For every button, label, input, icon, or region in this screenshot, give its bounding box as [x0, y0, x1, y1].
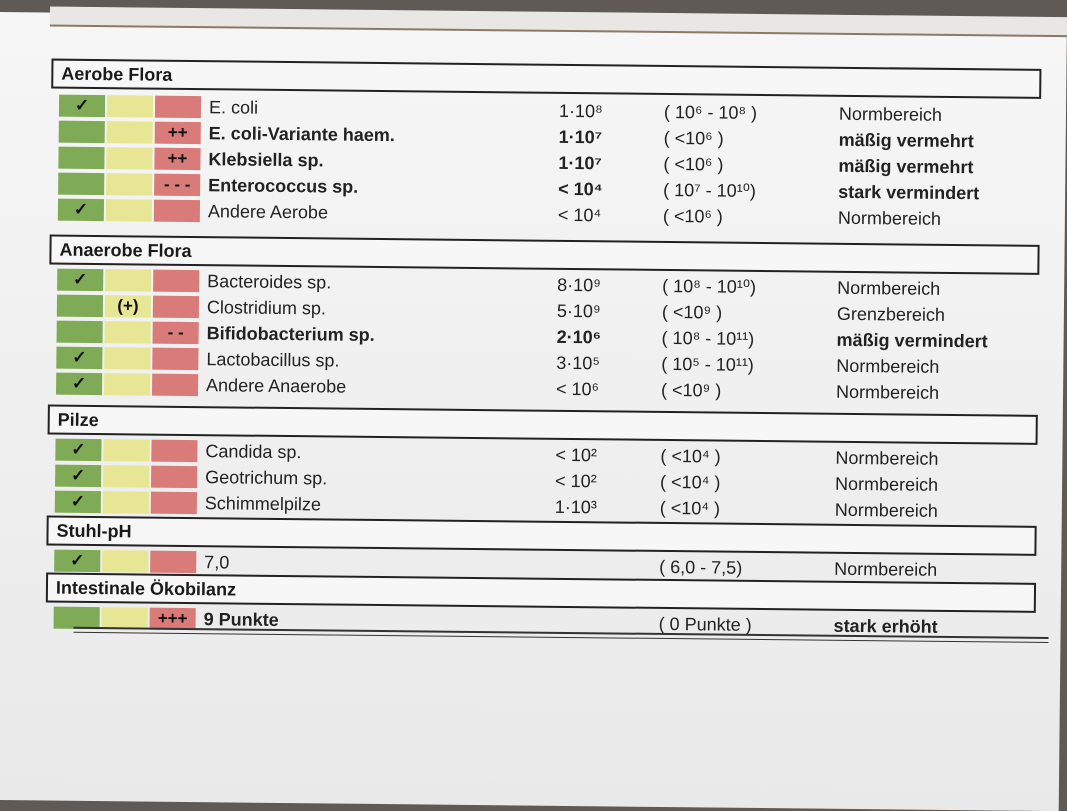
- assessment-status: Normbereich: [838, 205, 941, 232]
- red-zone-bar: [155, 96, 201, 118]
- rating-mark: - - -: [154, 172, 200, 198]
- organism-name: E. coli-Variante haem.: [209, 120, 395, 148]
- red-zone-bar: [151, 466, 197, 488]
- rating-mark: ++: [154, 146, 200, 172]
- section-pilze: Pilze: [48, 405, 1038, 445]
- assessment-status: mäßig vermindert: [836, 327, 987, 355]
- rating-mark: ✓: [59, 93, 105, 119]
- reference-range: ( <10⁴ ): [660, 443, 721, 470]
- assessment-status: Normbereich: [839, 101, 942, 128]
- organism-name: Bifidobacterium sp.: [207, 320, 375, 348]
- assessment-status: Normbereich: [836, 353, 939, 380]
- measured-value: 1·10³: [555, 494, 597, 520]
- yellow-zone-bar: [106, 173, 152, 195]
- assessment-status: Normbereich: [835, 445, 938, 472]
- measured-value: 8·10⁹: [557, 272, 601, 298]
- rating-mark: ✓: [55, 489, 101, 515]
- measured-value: < 10²: [555, 468, 597, 494]
- red-zone-bar: [152, 374, 198, 396]
- yellow-zone-bar: [106, 147, 152, 169]
- rating-mark: ✓: [57, 267, 103, 293]
- section-anaerobe-flora: Anaerobe Flora: [49, 235, 1039, 275]
- measured-value: < 10⁴: [558, 202, 602, 228]
- organism-name: Lactobacillus sp.: [206, 346, 339, 373]
- reference-range: ( 10⁸ - 10¹¹): [661, 325, 754, 352]
- reference-range: ( <10⁹ ): [661, 377, 722, 404]
- assessment-status: Normbereich: [835, 471, 938, 498]
- rating-mark: +++: [150, 606, 196, 632]
- reference-range: ( 10⁶ - 10⁸ ): [664, 99, 757, 126]
- green-zone-bar: [58, 173, 104, 195]
- reference-range: ( 10⁷ - 10¹⁰): [663, 177, 756, 204]
- red-zone-bar: [150, 551, 196, 573]
- measured-value: 5·10⁹: [557, 298, 601, 324]
- red-zone-bar: [152, 348, 198, 370]
- yellow-zone-bar: [107, 95, 153, 117]
- green-zone-bar: [54, 607, 100, 629]
- section-stuhl-ph: Stuhl-pH: [46, 516, 1036, 556]
- yellow-zone-bar: [102, 550, 148, 572]
- assessment-status: stark erhöht: [833, 613, 937, 640]
- organism-name: E. coli: [209, 94, 258, 121]
- rating-mark: ✓: [56, 371, 102, 397]
- assessment-status: Normbereich: [834, 556, 937, 583]
- green-zone-bar: [58, 147, 104, 169]
- red-zone-bar: [151, 440, 197, 462]
- measured-value: < 10⁴: [558, 176, 603, 202]
- yellow-zone-bar: [103, 491, 149, 513]
- assessment-status: Grenzbereich: [837, 301, 945, 328]
- measured-value: 3·10⁵: [556, 350, 600, 376]
- green-zone-bar: [57, 295, 103, 317]
- green-zone-bar: [57, 321, 103, 343]
- reference-range: ( <10⁶ ): [663, 151, 723, 178]
- report-sheet: [0, 12, 1067, 811]
- reference-range: ( <10⁴ ): [660, 495, 721, 522]
- reference-range: ( <10⁴ ): [660, 469, 721, 496]
- rating-mark: ✓: [56, 345, 102, 371]
- rating-mark: ✓: [54, 548, 100, 574]
- red-zone-bar: [151, 492, 197, 514]
- reference-range: ( <10⁶ ): [663, 203, 723, 230]
- reference-range: ( 10⁸ - 10¹⁰): [662, 273, 756, 300]
- rating-mark: ✓: [58, 197, 104, 223]
- organism-name: Geotrichum sp.: [205, 464, 327, 491]
- rating-mark: ✓: [55, 463, 101, 489]
- red-zone-bar: [153, 296, 199, 318]
- red-zone-bar: [154, 200, 200, 222]
- organism-name: Andere Anaerobe: [206, 372, 346, 399]
- assessment-status: Normbereich: [836, 379, 939, 406]
- yellow-zone-bar: [103, 439, 149, 461]
- organism-name: Andere Aerobe: [208, 198, 328, 225]
- assessment-status: mäßig vermehrt: [839, 127, 974, 154]
- assessment-status: Normbereich: [837, 275, 940, 302]
- reference-range: ( <10⁹ ): [662, 299, 723, 326]
- yellow-zone-bar: [104, 373, 150, 395]
- organism-name: Bacteroides sp.: [207, 268, 331, 295]
- section-aerobe-flora: Aerobe Flora: [51, 59, 1041, 99]
- reference-range: ( 0 Punkte ): [658, 611, 751, 638]
- yellow-zone-bar: [105, 321, 151, 343]
- rating-mark: ++: [155, 120, 201, 146]
- measured-value: 2·10⁶: [556, 324, 601, 350]
- measured-value: < 10⁶: [556, 376, 599, 402]
- assessment-status: Normbereich: [835, 497, 938, 524]
- yellow-zone-bar: [106, 199, 152, 221]
- green-zone-bar: [59, 121, 105, 143]
- reference-range: ( 6,0 - 7,5): [659, 554, 742, 581]
- reference-range: ( <10⁶ ): [664, 125, 724, 152]
- yellow-zone-bar: [104, 347, 150, 369]
- measured-value: 1·10⁷: [559, 124, 603, 150]
- yellow-zone-bar: [103, 465, 149, 487]
- organism-name: Klebsiella sp.: [208, 146, 323, 173]
- organism-name: Clostridium sp.: [207, 294, 326, 321]
- paper-top-edge: [50, 7, 1067, 38]
- organism-name: Enterococcus sp.: [208, 172, 358, 200]
- organism-name: Schimmelpilze: [205, 490, 321, 517]
- yellow-zone-bar: [107, 121, 153, 143]
- rating-mark: - -: [153, 320, 199, 346]
- rating-mark: (+): [105, 293, 151, 319]
- reference-range: ( 10⁵ - 10¹¹): [661, 351, 754, 378]
- organism-name: Candida sp.: [205, 438, 301, 465]
- measured-value: 1·10⁷: [558, 150, 602, 176]
- rating-mark: ✓: [55, 437, 101, 463]
- measured-value: 1·10⁸: [559, 98, 603, 124]
- yellow-zone-bar: [105, 269, 151, 291]
- section-intestinale-oekobilanz: Intestinale Ökobilanz: [46, 573, 1036, 613]
- measured-value: < 10²: [555, 442, 597, 468]
- assessment-status: mäßig vermehrt: [838, 153, 973, 180]
- organism-name: 7,0: [204, 549, 229, 575]
- assessment-status: stark vermindert: [838, 179, 979, 206]
- organism-name: 9 Punkte: [204, 606, 279, 633]
- red-zone-bar: [153, 270, 199, 292]
